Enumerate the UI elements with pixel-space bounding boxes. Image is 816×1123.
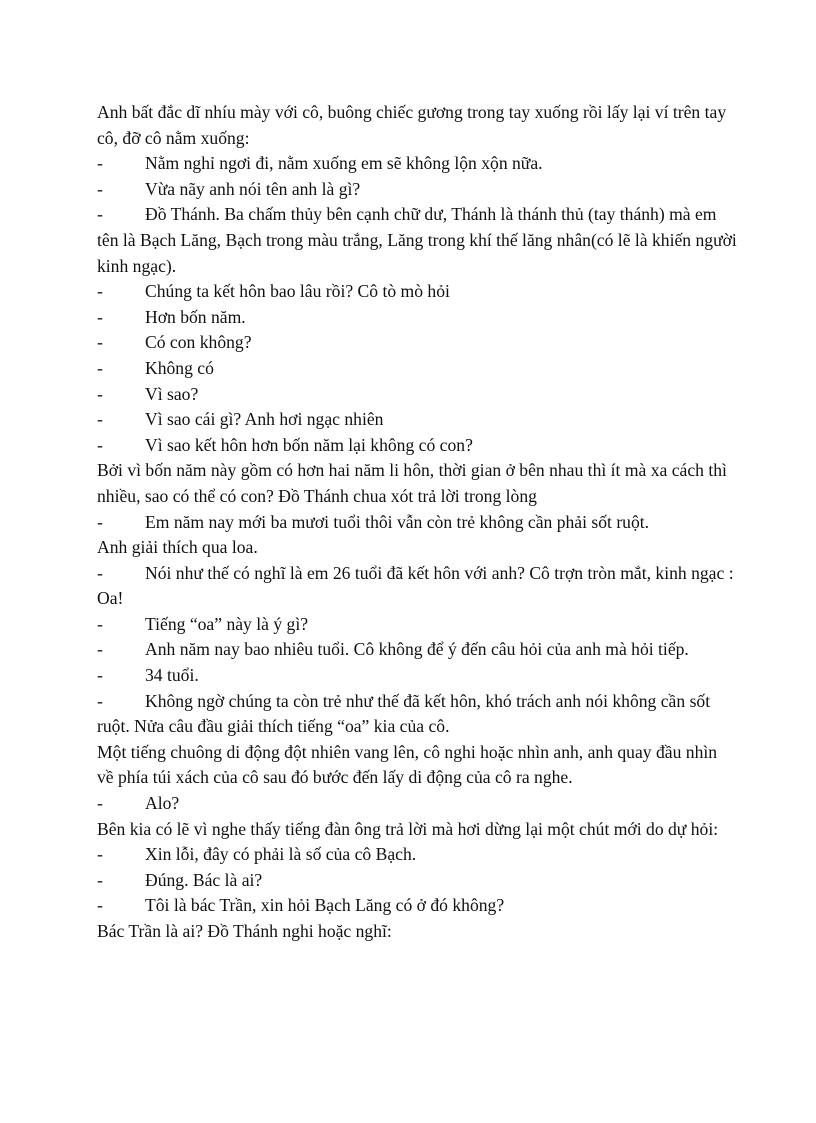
dash-mark: - (97, 793, 103, 814)
dash-mark: - (97, 690, 103, 711)
dash-mark: - (97, 665, 103, 686)
dialogue-line (97, 893, 737, 919)
dialogue-line (97, 151, 737, 177)
dash-mark: - (97, 306, 103, 327)
dialogue-text: Nằm nghỉ ngơi đi, nằm xuống em sẽ không lộn xộn nữa. (145, 153, 543, 174)
dialogue-line (97, 202, 737, 279)
dialogue-line (97, 663, 737, 689)
paragraph: Bởi vì bốn năm này gồm có hơn hai năm li hôn, thời gian ở bên nhau thì ít mà xa cách thì nhiều, sao có thể có con? Đồ Thánh chua xót trả lời trong lòng (97, 460, 727, 506)
dash-mark: - (97, 178, 103, 199)
paragraph: Bác Trần là ai? Đồ Thánh nghi hoặc nghĩ: (97, 921, 392, 941)
dialogue-line (97, 842, 737, 868)
dialogue-text: Không có (145, 357, 214, 378)
dialogue-text: Alo? (145, 793, 180, 814)
dialogue-text: Nói như thế có nghĩ là em 26 tuổi đã kết hôn với anh? Cô trợn tròn mắt, kinh ngạc : Oa! (97, 562, 734, 609)
dialogue-line (97, 561, 737, 612)
dialogue-line (97, 356, 737, 382)
dialogue-text: 34 tuổi. (145, 665, 199, 686)
dash-mark: - (97, 613, 103, 634)
document-page (97, 100, 737, 945)
dash-mark: - (97, 434, 103, 455)
dash-mark: - (97, 383, 103, 404)
dash-mark: - (97, 844, 103, 865)
dialogue-text: Đồ Thánh. Ba chấm thủy bên cạnh chữ dư, Thánh là thánh thủ (tay thánh) mà em tên là Bạch Lăng, Bạch trong màu trắng, Lăng trong khí thế lăng nhân(có lẽ là khiến người kinh ngạc). (97, 204, 737, 276)
dialogue-text: Chúng ta kết hôn bao lâu rồi? Cô tò mò hỏi (145, 281, 450, 302)
dialogue-line (97, 637, 737, 663)
dialogue-text: Không ngờ chúng ta còn trẻ như thế đã kết hôn, khó trách anh nói không cần sốt ruột. Nửa câu đầu giải thích tiếng “oa” kia của cô. (97, 690, 711, 737)
dash-mark: - (97, 409, 103, 430)
dialogue-line (97, 305, 737, 331)
dash-mark: - (97, 153, 103, 174)
paragraph: Một tiếng chuông di động đột nhiên vang lên, cô nghi hoặc nhìn anh, anh quay đầu nhìn về phía túi xách của cô sau đó bước đến lấy di động của cô ra nghe. (97, 741, 718, 788)
dash-mark: - (97, 204, 103, 225)
dialogue-line (97, 612, 737, 638)
dash-mark: - (97, 511, 103, 532)
dialogue-line (97, 510, 737, 536)
dialogue-text: Hơn bốn năm. (145, 306, 246, 327)
dialogue-text: Vì sao? (145, 383, 199, 404)
paragraph: Bên kia có lẽ vì nghe thấy tiếng đàn ông trả lời mà hơi dừng lại một chút mới do dự hỏi: (97, 818, 719, 839)
dialogue-text: Vì sao kết hôn hơn bốn năm lại không có con? (145, 434, 473, 455)
dialogue-text: Anh năm nay bao nhiêu tuổi. Cô không để ý đến câu hỏi của anh mà hỏi tiếp. (145, 639, 689, 660)
dialogue-line (97, 868, 737, 894)
dash-mark: - (97, 895, 103, 916)
paragraph: Anh giải thích qua loa. (97, 537, 258, 558)
dialogue-text: Đúng. Bác là ai? (145, 869, 263, 890)
dash-mark: - (97, 281, 103, 302)
dialogue-line (97, 177, 737, 203)
dialogue-text: Vì sao cái gì? Anh hơi ngạc nhiên (145, 409, 384, 430)
dialogue-line (97, 791, 737, 817)
paragraph: Anh bất đắc dĩ nhíu mày với cô, buông chiếc gương trong tay xuống rồi lấy lại ví trên tay cô, đỡ cô nằm xuống: (97, 102, 727, 148)
dialogue-line (97, 689, 737, 740)
dialogue-line (97, 330, 737, 356)
dash-mark: - (97, 869, 103, 890)
dash-mark: - (97, 562, 103, 583)
dialogue-line (97, 433, 737, 459)
dialogue-line (97, 382, 737, 408)
dash-mark: - (97, 357, 103, 378)
dialogue-text: Tiếng “oa” này là ý gì? (145, 613, 309, 634)
dialogue-text: Xin lỗi, đây có phải là số của cô Bạch. (145, 844, 417, 865)
dialogue-line (97, 279, 737, 305)
dash-mark: - (97, 639, 103, 660)
dialogue-text: Tôi là bác Trần, xin hỏi Bạch Lăng có ở đó không? (145, 895, 505, 916)
dialogue-text: Có con không? (145, 332, 252, 353)
dialogue-line (97, 407, 737, 433)
dialogue-text: Em năm nay mới ba mươi tuổi thôi vẫn còn trẻ không cần phải sốt ruột. (145, 511, 650, 532)
dialogue-text: Vừa nãy anh nói tên anh là gì? (145, 178, 361, 199)
dash-mark: - (97, 332, 103, 353)
